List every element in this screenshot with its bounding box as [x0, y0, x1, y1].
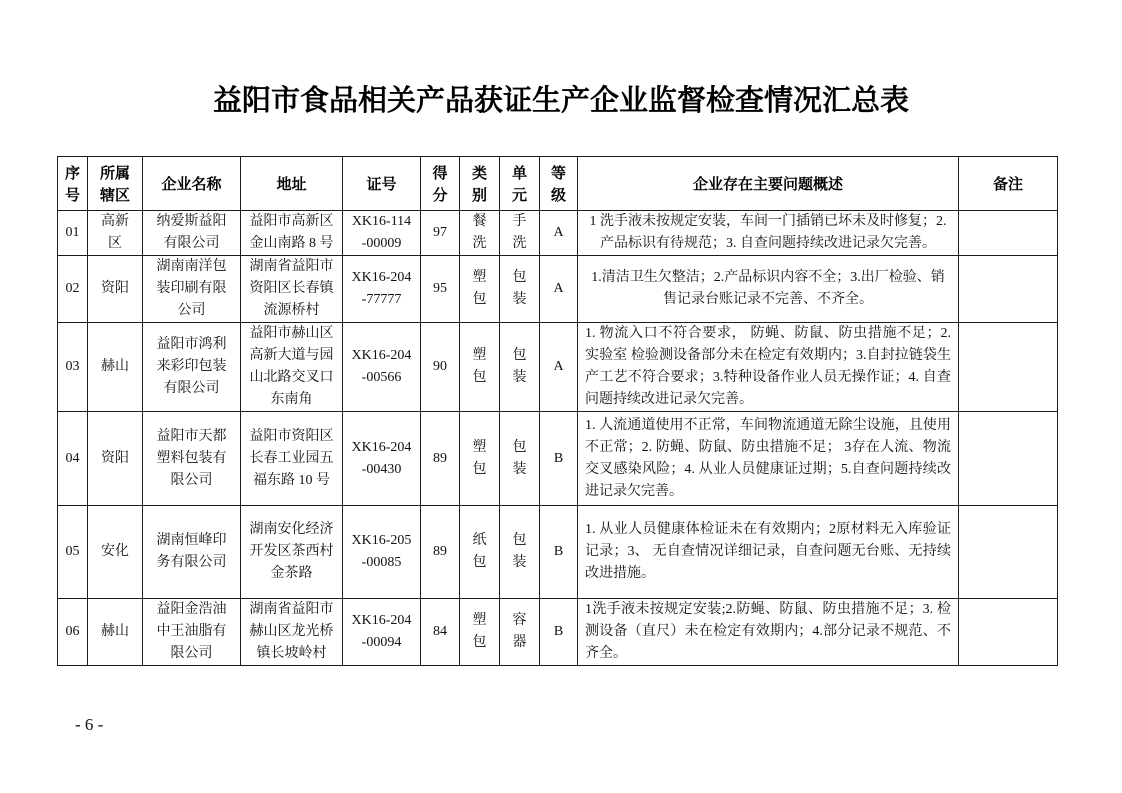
cell-company: 湖南恒峰印务有限公司 [143, 506, 241, 599]
header-address: 地址 [241, 157, 343, 211]
cell-remark [959, 412, 1058, 506]
cell-issues: 1. 物流入口不符合要求， 防蝇、防鼠、防虫措施不足；2. 实验室 检验测设备部分未在检定有效期内；3.自封拉链袋生产工艺不符合要求；3.特种设备作业人员无操作证；4. 自查问题持续改进记录欠完善。 [578, 323, 959, 412]
cell-score: 89 [421, 506, 460, 599]
cell-no: 03 [58, 323, 88, 412]
cell-address: 益阳市资阳区长春工业园五福东路 10 号 [241, 412, 343, 506]
cell-no: 05 [58, 506, 88, 599]
cell-score: 90 [421, 323, 460, 412]
cell-grade: A [540, 211, 578, 256]
header-license: 证号 [343, 157, 421, 211]
cell-grade: A [540, 323, 578, 412]
cell-grade: B [540, 506, 578, 599]
header-district: 所属辖区 [88, 157, 143, 211]
cell-category: 塑包 [460, 599, 500, 666]
cell-remark [959, 256, 1058, 323]
cell-unit: 包装 [500, 323, 540, 412]
document-title: 益阳市食品相关产品获证生产企业监督检查情况汇总表 [212, 83, 909, 117]
cell-no: 01 [58, 211, 88, 256]
cell-unit: 包装 [500, 506, 540, 599]
cell-issues: 1洗手液未按规定安装;2.防蝇、防鼠、防虫措施不足；3. 检测设备（直尺）未在检定有效期内；4.部分记录不规范、不齐全。 [578, 599, 959, 666]
cell-grade: B [540, 599, 578, 666]
cell-district: 资阳 [88, 412, 143, 506]
table-row [58, 211, 1058, 256]
cell-category: 餐洗 [460, 211, 500, 256]
cell-address: 湖南省益阳市赫山区龙光桥镇长坡岭村 [241, 599, 343, 666]
cell-score: 84 [421, 599, 460, 666]
inspection-summary-table [57, 156, 1058, 666]
cell-issues: 1 洗手液未按规定安装，车间一门插销已坏未及时修复；2. 产品标识有待规范；3. 自查问题持续改进记录欠完善。 [578, 211, 959, 256]
cell-unit: 包装 [500, 412, 540, 506]
cell-address: 益阳市高新区金山南路 8 号 [241, 211, 343, 256]
cell-issues: 1.清洁卫生欠整洁；2.产品标识内容不全；3.出厂检验、销售记录台账记录不完善、不齐全。 [578, 256, 959, 323]
table-row [58, 412, 1058, 506]
header-category: 类别 [460, 157, 500, 211]
cell-no: 06 [58, 599, 88, 666]
cell-district: 赫山 [88, 323, 143, 412]
cell-company: 益阳市天都塑料包装有限公司 [143, 412, 241, 506]
cell-district: 安化 [88, 506, 143, 599]
cell-category: 塑包 [460, 412, 500, 506]
cell-license: XK16-205 -00085 [343, 506, 421, 599]
cell-company: 益阳市鸿利来彩印包装有限公司 [143, 323, 241, 412]
cell-license: XK16-204 -77777 [343, 256, 421, 323]
cell-license: XK16-204 -00094 [343, 599, 421, 666]
table-row [58, 599, 1058, 666]
cell-license: XK16-204 -00566 [343, 323, 421, 412]
cell-company: 益阳金浩油中王油脂有限公司 [143, 599, 241, 666]
cell-grade: B [540, 412, 578, 506]
cell-unit: 包装 [500, 256, 540, 323]
cell-license: XK16-114 -00009 [343, 211, 421, 256]
cell-address: 益阳市赫山区高新大道与园山北路交叉口东南角 [241, 323, 343, 412]
cell-district: 资阳 [88, 256, 143, 323]
table-row [58, 323, 1058, 412]
page-number: - 6 - [75, 715, 104, 734]
cell-issues: 1. 人流通道使用不正常，车间物流通道无除尘设施，且使用不正常；2. 防蝇、防鼠、防虫措施不足； 3存在人流、物流交叉感染风险；4. 从业人员健康证过期；5.自查问题持续改进记录欠完善。 [578, 412, 959, 506]
header-no: 序号 [58, 157, 88, 211]
cell-remark [959, 211, 1058, 256]
cell-category: 塑包 [460, 323, 500, 412]
header-unit: 单元 [500, 157, 540, 211]
header-issues: 企业存在主要问题概述 [578, 157, 959, 211]
cell-unit: 容器 [500, 599, 540, 666]
cell-score: 97 [421, 211, 460, 256]
cell-grade: A [540, 256, 578, 323]
header-remark: 备注 [959, 157, 1058, 211]
cell-remark [959, 323, 1058, 412]
cell-category: 塑包 [460, 256, 500, 323]
header-grade: 等级 [540, 157, 578, 211]
header-score: 得分 [421, 157, 460, 211]
cell-score: 89 [421, 412, 460, 506]
cell-district: 高新区 [88, 211, 143, 256]
table-row [58, 256, 1058, 323]
cell-no: 02 [58, 256, 88, 323]
cell-issues: 1. 从业人员健康体检证未在有效期内；2原材料无入库验证记录；3、 无自查情况详细记录，自查问题无台账、无持续改进措施。 [578, 506, 959, 599]
cell-category: 纸包 [460, 506, 500, 599]
cell-score: 95 [421, 256, 460, 323]
cell-remark [959, 599, 1058, 666]
cell-license: XK16-204 -00430 [343, 412, 421, 506]
header-company: 企业名称 [143, 157, 241, 211]
table-header-row [58, 157, 1058, 211]
table-row [58, 506, 1058, 599]
cell-company: 湖南南洋包装印刷有限公司 [143, 256, 241, 323]
cell-district: 赫山 [88, 599, 143, 666]
cell-address: 湖南省益阳市资阳区长春镇流源桥村 [241, 256, 343, 323]
cell-company: 纳爱斯益阳有限公司 [143, 211, 241, 256]
cell-address: 湖南安化经济开发区茶西村金茶路 [241, 506, 343, 599]
cell-unit: 手洗 [500, 211, 540, 256]
cell-no: 04 [58, 412, 88, 506]
cell-remark [959, 506, 1058, 599]
